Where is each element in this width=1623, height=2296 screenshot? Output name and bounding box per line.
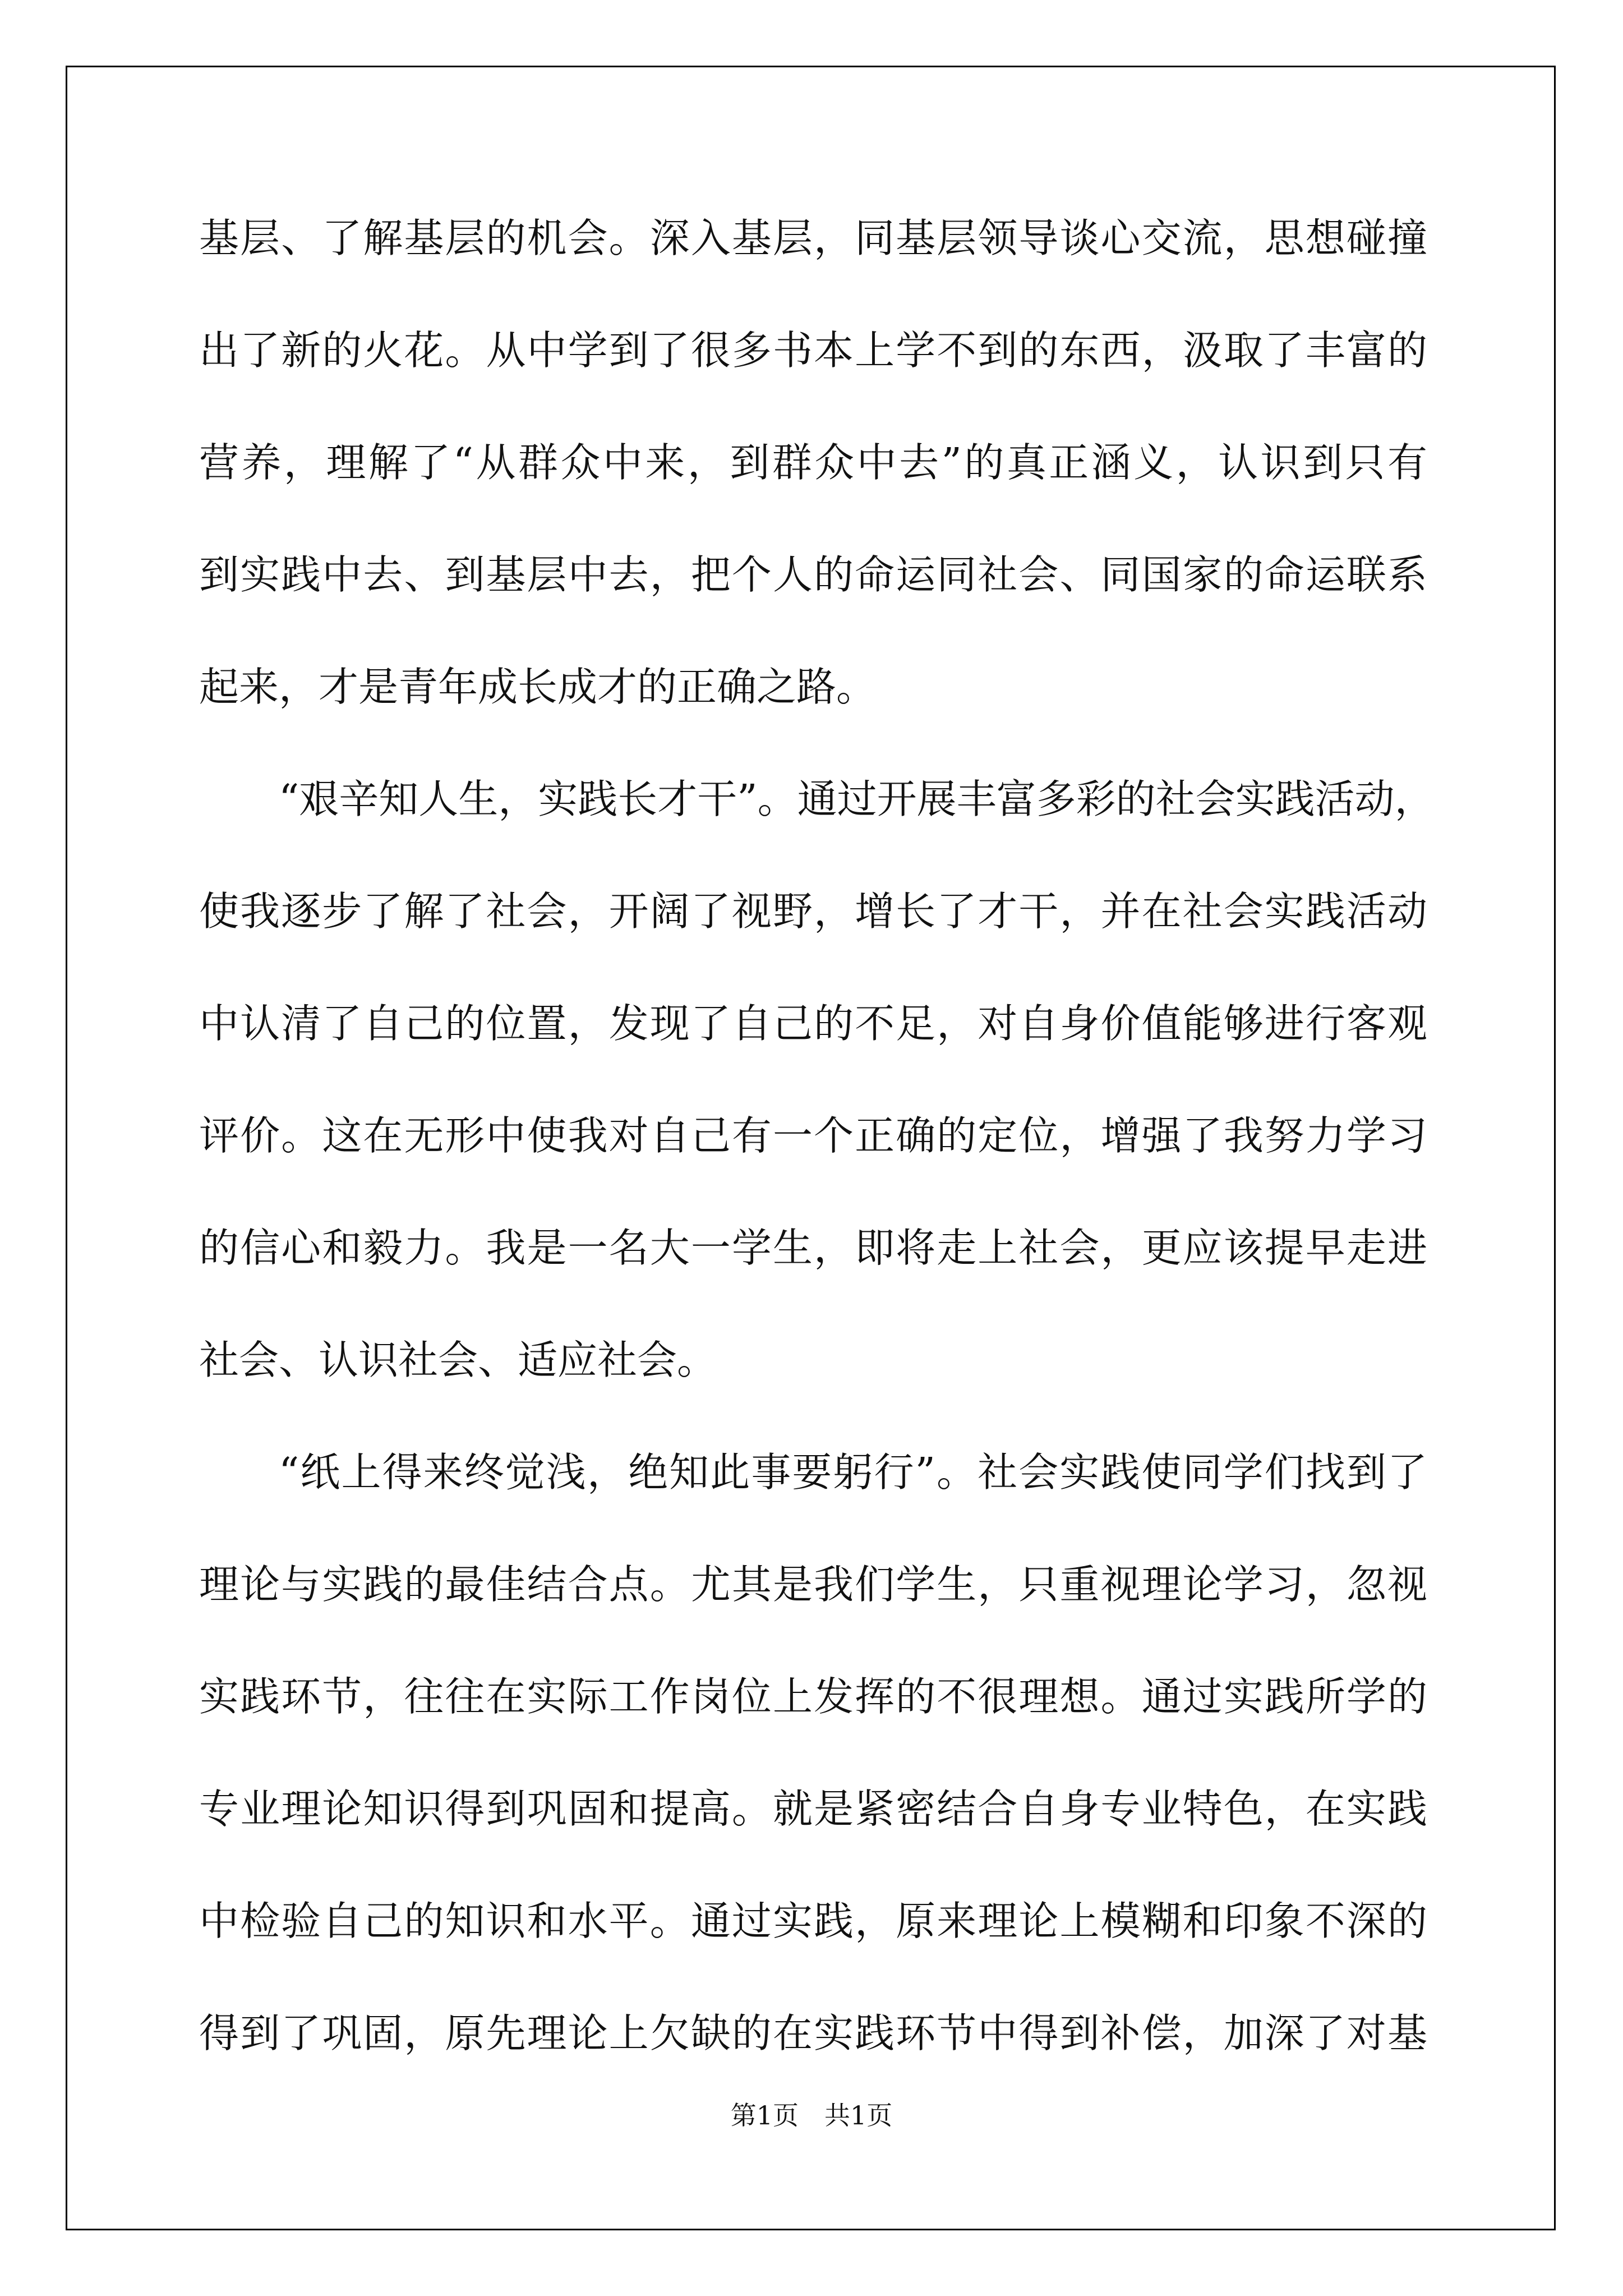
text-line: 营养，理解了“从群众中来，到群众中去”的真正涵义，认识到只有: [199, 439, 1427, 486]
text-line: 得到了巩固，原先理论上欠缺的在实践环节中得到补偿，加深了对基: [199, 2010, 1427, 2056]
text-line: 基层、了解基层的机会。深入基层，同基层领导谈心交流，思想碰撞: [199, 215, 1427, 261]
text-line: 评价。这在无形中使我对自己有一个正确的定位，增强了我努力学习: [199, 1112, 1427, 1159]
text-line: 使我逐步了解了社会，开阔了视野，增长了才干，并在社会实践活动: [199, 888, 1427, 935]
text-line: 实践环节，往往在实际工作岗位上发挥的不很理想。通过实践所学的: [199, 1673, 1427, 1720]
text-line: 理论与实践的最佳结合点。尤其是我们学生，只重视理论学习，忽视: [199, 1561, 1427, 1608]
text-line: 中认清了自己的位置，发现了自己的不足，对自身价值能够进行客观: [199, 1000, 1427, 1047]
text-line: 的信心和毅力。我是一名大一学生，即将走上社会，更应该提早走进: [199, 1225, 1427, 1271]
text-line: 到实践中去、到基层中去，把个人的命运同社会、同国家的命运联系: [199, 551, 1427, 598]
text-line: 中检验自己的知识和水平。通过实践，原来理论上模糊和印象不深的: [199, 1898, 1427, 1944]
text-line: 社会、认识社会、适应社会。: [199, 1337, 717, 1383]
text-line: 出了新的火花。从中学到了很多书本上学不到的东西，汲取了丰富的: [199, 327, 1427, 374]
paragraph-first-line: “艰辛知人生，实践长才干”。通过开展丰富多彩的社会实践活动，: [279, 776, 1435, 822]
text-line: 起来，才是青年成长成才的正确之路。: [199, 664, 877, 710]
page-footer: 第1页 共1页: [730, 2100, 893, 2131]
text-line: 专业理论知识得到巩固和提高。就是紧密结合自身专业特色，在实践: [199, 1786, 1427, 1832]
paragraph-first-line: “纸上得来终觉浅，绝知此事要躬行”。社会实践使同学们找到了: [279, 1449, 1427, 1496]
